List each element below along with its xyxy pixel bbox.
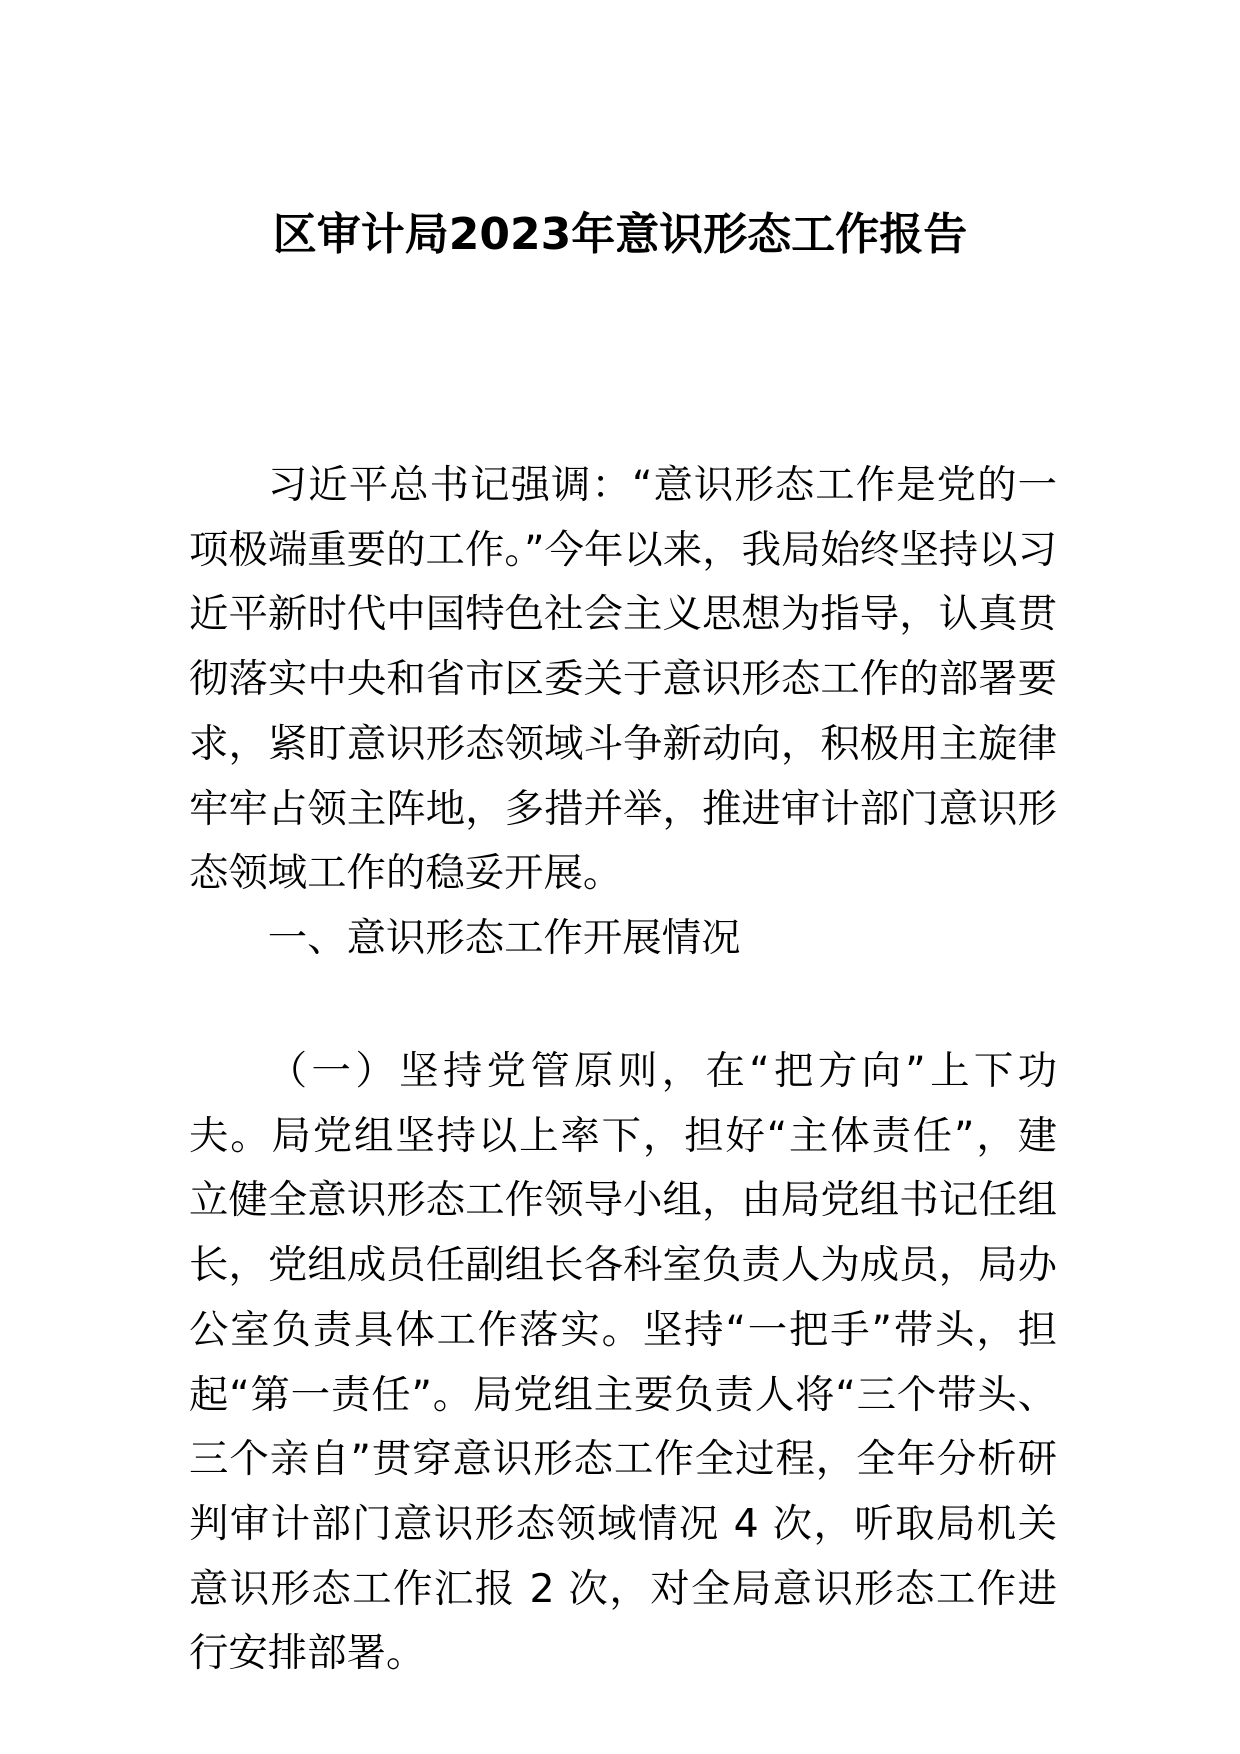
intro-paragraph: 习近平总书记强调：“意识形态工作是党的一项极端重要的工作。”今年以来，我局始终坚持以习近平新时代中国特色社会主义思想为指导，认真贯彻落实中央和省市区委关于意识形态工作的部署要求，紧盯意识形态领域斗争新动向，积极用主旋律牢牢占领主阵地，多措并举，推进审计部门意识形态领域工作的稳妥开展。	[189, 462, 1057, 897]
section-heading: 一、意识形态工作开展情况	[267, 915, 741, 961]
subsection-paragraph: （一）坚持党管原则，在“把方向”上下功夫。局党组坚持以上率下，担好“主体责任”，建立健全意识形态工作领导小组，由局党组书记任组长，党组成员任副组长各科室负责人为成员，局办公室负责具体工作落实。坚持“一把手”带头，担起“第一责任”。局党组主要负责人将“三个带头、三个亲自”贯穿意识形态工作全过程，全年分析研判审计部门意识形态领域情况 4 次，听取局机关意识形态工作汇报 2 次，对全局意识形态工作进行安排部署。	[189, 1048, 1057, 1677]
document-title: 区审计局2023年意识形态工作报告	[272, 209, 968, 260]
